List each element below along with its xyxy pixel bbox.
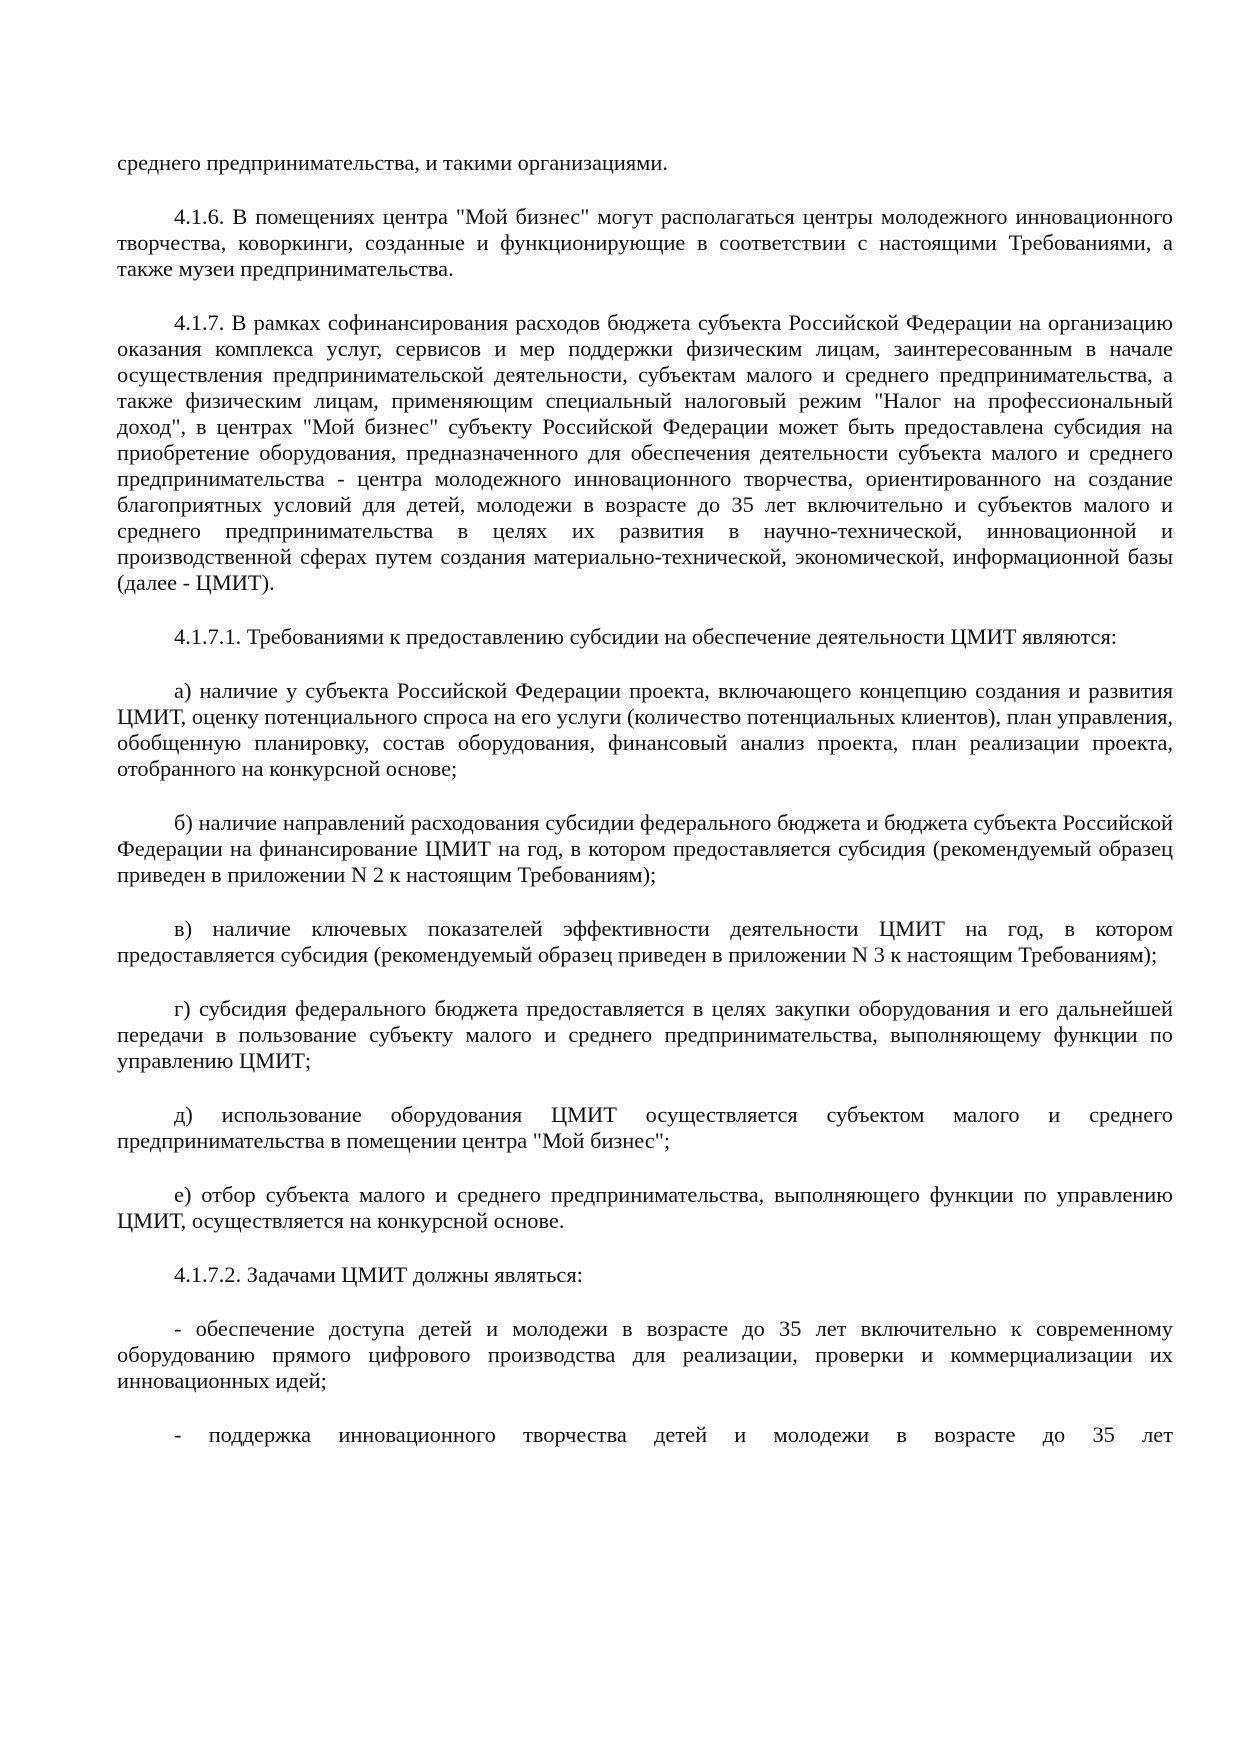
list-item-b: б) наличие направлений расходования субсидии федерального бюджета и бюджета субъекта Российской Федерации на финансирование ЦМИТ на год, в котором предоставляется субсидия (рекомендуемый образец приведен в приложении N 2 к настоящим Требованиям); [117,810,1173,887]
list-item-a: а) наличие у субъекта Российской Федерации проекта, включающего концепцию создания и развития ЦМИТ, оценку потенциального спроса на его услуги (количество потенциальных клиентов), план управления, обобщенную планировку, состав оборудования, финансовый анализ проекта, план реализации проекта, отобранного на конкурсной основе; [117,678,1173,781]
list-item-v: в) наличие ключевых показателей эффективности деятельности ЦМИТ на год, в котором предоставляется субсидия (рекомендуемый образец приведен в приложении N 3 к настоящим Требованиям); [117,916,1173,967]
paragraph-continuation: среднего предпринимательства, и такими организациями. [117,150,668,175]
list-item-d: д) использование оборудования ЦМИТ осуществляется субъектом малого и среднего предпринимательства в помещении центра "Мой бизнес"; [117,1102,1173,1153]
paragraph-4-1-7-2: 4.1.7.2. Задачами ЦМИТ должны являться: [174,1262,583,1287]
task-item-access: - обеспечение доступа детей и молодежи в возрасте до 35 лет включительно к современному оборудованию прямого цифрового производства для реализации, проверки и коммерциализации их инновационных идей; [117,1316,1173,1393]
paragraph-4-1-7: 4.1.7. В рамках софинансирования расходов бюджета субъекта Российской Федерации на организацию оказания комплекса услуг, сервисов и мер поддержки физическим лицам, заинтересованным в начале осуществления предпринимательской деятельности, субъектам малого и среднего предпринимательства, а также физическим лицам, применяющим специальный налоговый режим "Налог на профессиональный доход", в центрах "Мой бизнес" субъекту Российской Федерации может быть предоставлена субсидия на приобретение оборудования, предназначенного для обеспечения деятельности субъекта малого и среднего предпринимательства - центра молодежного инновационного творчества, ориентированного на создание благоприятных условий для детей, молодежи в возрасте до 35 лет включительно и субъектов малого и среднего предпринимательства в целях их развития в научно-технической, инновационной и производственной сферах путем создания материально-технической, экономической, информационной базы (далее - ЦМИТ). [117,310,1173,595]
task-item-support: - поддержка инновационного творчества детей и молодежи в возрасте до 35 лет [174,1422,1173,1447]
document-page [117,150,1173,1476]
list-item-e: е) отбор субъекта малого и среднего предпринимательства, выполняющего функции по управлению ЦМИТ, осуществляется на конкурсной основе. [117,1182,1173,1233]
list-item-g: г) субсидия федерального бюджета предоставляется в целях закупки оборудования и его дальнейшей передачи в пользование субъекту малого и среднего предпринимательства, выполняющему функции по управлению ЦМИТ; [117,996,1173,1073]
paragraph-4-1-7-1: 4.1.7.1. Требованиями к предоставлению субсидии на обеспечение деятельности ЦМИТ являются: [174,624,1118,649]
paragraph-4-1-6: 4.1.6. В помещениях центра "Мой бизнес" могут располагаться центры молодежного инновационного творчества, коворкинги, созданные и функционирующие в соответствии с настоящими Требованиями, а также музеи предпринимательства. [117,204,1173,281]
